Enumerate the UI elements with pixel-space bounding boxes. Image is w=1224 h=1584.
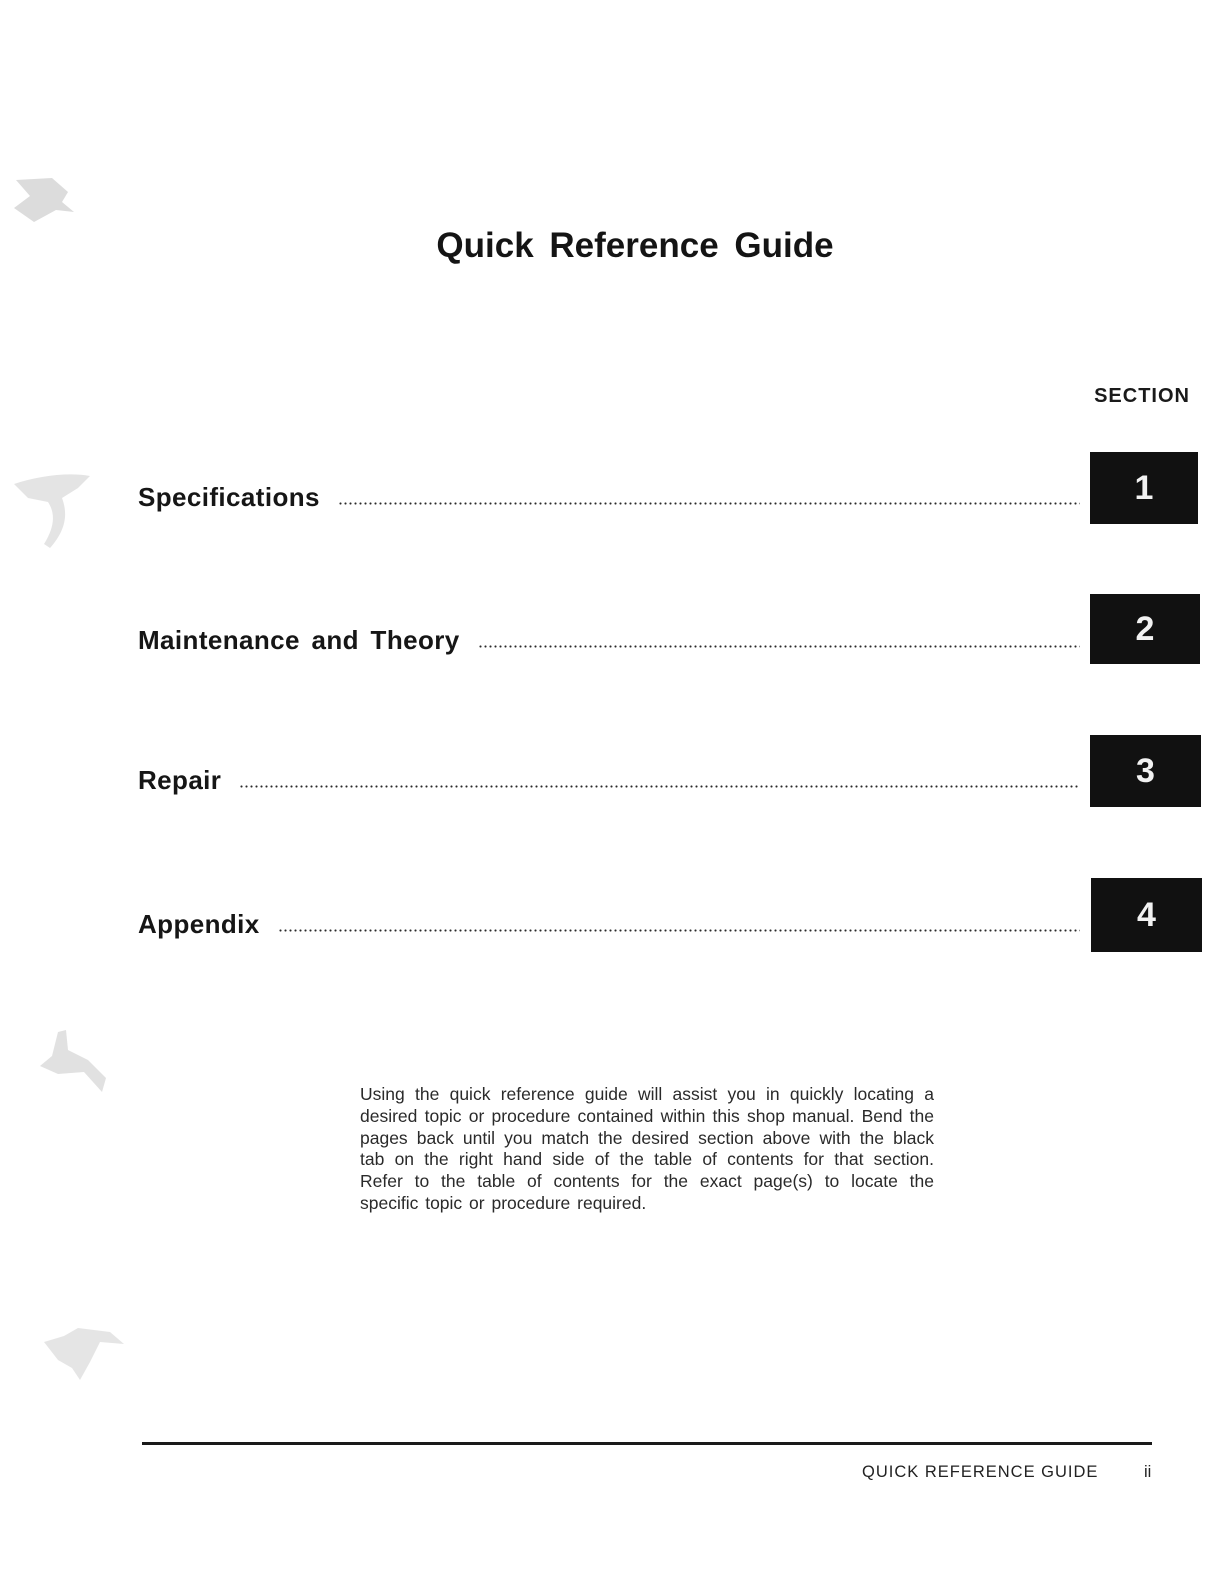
footer-divider: [142, 1442, 1152, 1445]
footer-running-title: QUICK REFERENCE GUIDE: [862, 1463, 1099, 1481]
toc-entry-specifications[interactable]: [138, 472, 1080, 512]
toc-entry-label: Repair: [138, 765, 222, 795]
toc-dot-leader: [278, 929, 1080, 932]
section-tab-4[interactable]: 4: [1091, 878, 1202, 952]
scan-smudge-3: [18, 1022, 114, 1102]
toc-dot-leader: [338, 502, 1080, 505]
toc-entry-label: Specifications: [138, 482, 320, 512]
toc-entry-repair[interactable]: [138, 755, 1080, 795]
scan-smudge-4: [38, 1322, 128, 1384]
toc-dot-leader: [478, 645, 1080, 648]
toc-entry-label: Maintenance and Theory: [138, 625, 460, 655]
page-title: Quick Reference Guide: [436, 226, 834, 265]
section-tab-2[interactable]: 2: [1090, 594, 1200, 664]
toc-entry-label: Appendix: [138, 909, 260, 939]
section-tab-1[interactable]: 1: [1090, 452, 1198, 524]
footer-page-number: ii: [1144, 1463, 1152, 1481]
section-tab-3[interactable]: 3: [1090, 735, 1201, 807]
usage-instructions: Using the quick reference guide will assist you in quickly locating a desired topic or procedure contained within this shop manual. Bend the pages back until you match the desired section above with the black tab on the right hand side of the table of contents for that section. Refer to the table of contents for the exact page(s) to locate the specific topic or procedure required.: [360, 1084, 934, 1213]
toc-entry-maintenance-and-theory[interactable]: [138, 615, 1080, 655]
toc-entry-appendix[interactable]: [138, 899, 1080, 939]
toc-dot-leader: [239, 785, 1080, 788]
section-column-header: SECTION: [1094, 385, 1190, 407]
scan-smudge-2: [8, 468, 98, 558]
